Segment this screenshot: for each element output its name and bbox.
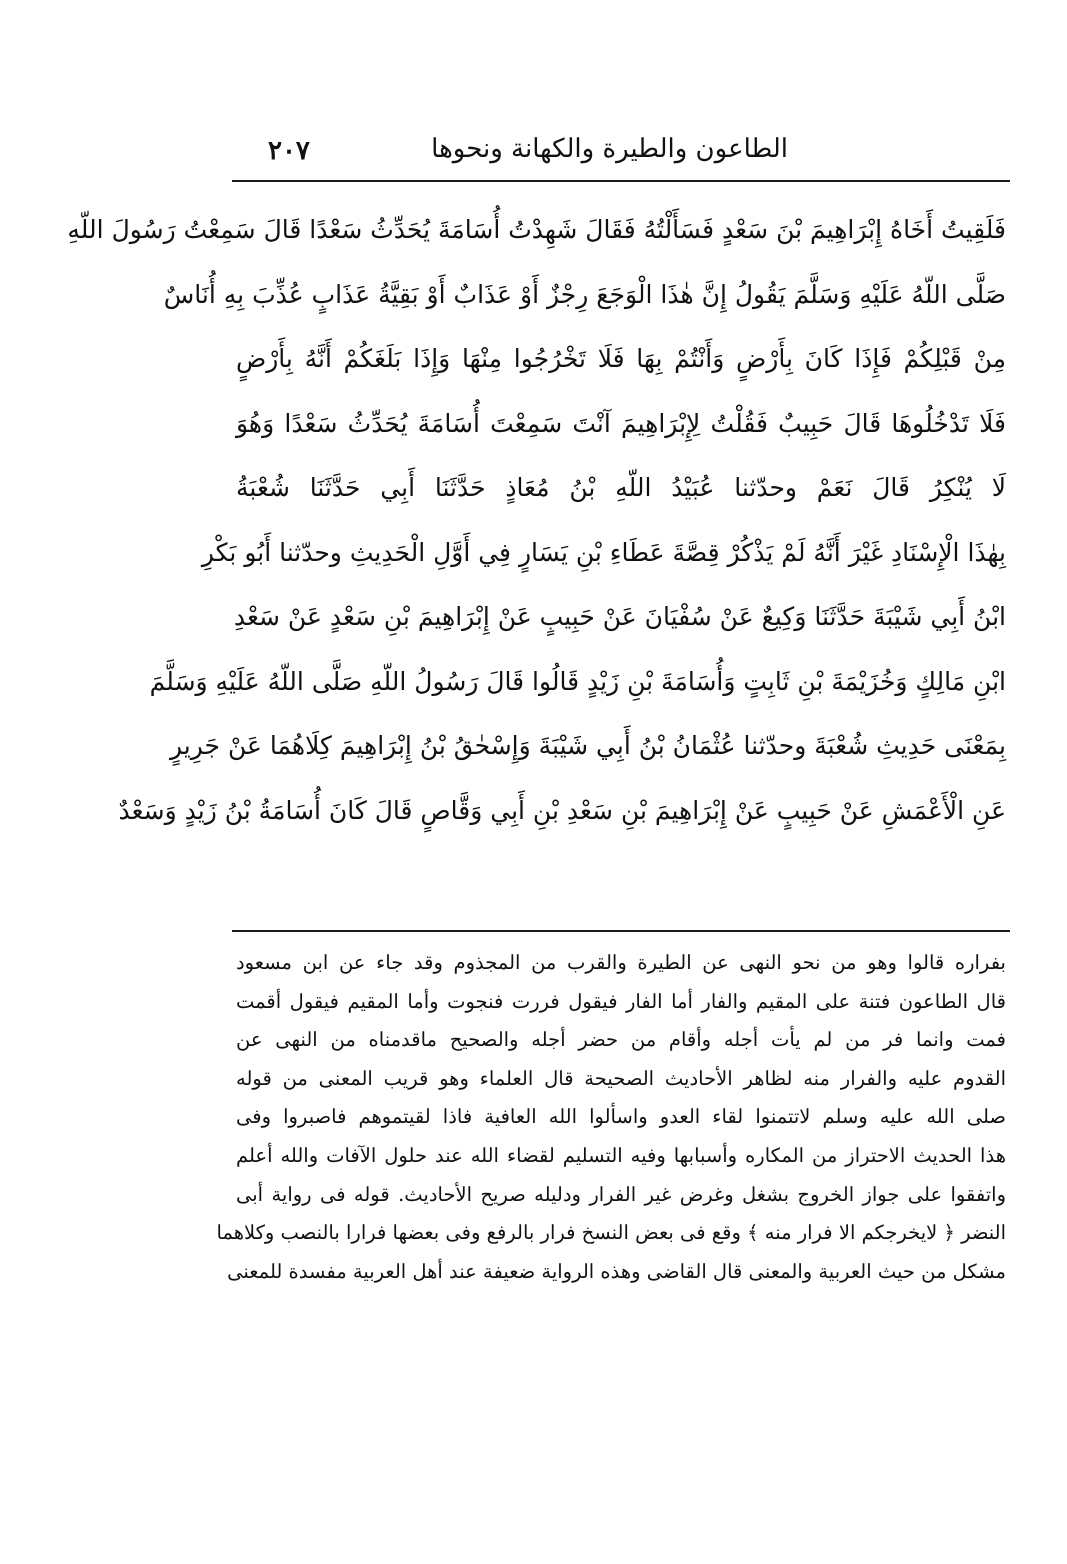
hadith-line: مِنْ قَبْلِكُمْ فَإِذَا كَانَ بِأَرْضٍ وَأَنْتُمْ بِهَا فَلَا تَخْرُجُوا مِنْهَا وَإِذَا بَلَغَكُمْ أَنَّهُ بِأَرْضٍ	[236, 344, 1006, 373]
commentary-line: بفراره قالوا وهو من نحو النهى عن الطيرة والقرب من المجذوم وقد جاء عن ابن مسعود	[236, 951, 1006, 974]
hadith-line: فَلَا تَدْخُلُوهَا قَالَ حَبِيبٌ فَقُلْتُ لِإِبْرَاهِيمَ آنْتَ سَمِعْتَ أُسَامَةَ يُحَدِّثُ سَعْدًا وَهُوَ	[236, 408, 1006, 438]
hadith-line: ابْنُ أَبِي شَيْبَةَ حَدَّثَنَا وَكِيعٌ عَنْ سُفْيَانَ عَنْ حَبِيبٍ عَنْ إِبْرَاهِيمَ بْنِ سَعْدٍ عَنْ سَعْدِ	[233, 602, 1006, 631]
hadith-line: عَنِ الْأَعْمَشِ عَنْ حَبِيبٍ عَنْ إِبْرَاهِيمَ بْنِ سَعْدِ بْنِ أَبِي وَقَّاصٍ قَالَ كَانَ أُسَامَةُ بْنُ زَيْدٍ وَسَعْدٌ	[118, 795, 1006, 825]
hadith-line: فَلَقِيتُ أَخَاهُ إِبْرَاهِيمَ بْنَ سَعْدٍ فَسَأَلْتُهُ فَقَالَ شَهِدْتُ أُسَامَةَ يُحَدِّثُ سَعْدًا قَالَ سَمِعْتُ رَسُولَ اللّهِ	[67, 215, 1006, 244]
commentary-text-block	[216, 944, 1006, 1291]
commentary-divider-rule	[232, 930, 1010, 932]
commentary-line: فمت وانما فر من لم يأت أجله وأقام من حضر أجله والصحيح ماقدمناه من النهى عن	[236, 1028, 1006, 1052]
chapter-title: الطاعون والطيرة والكهانة ونحوها	[431, 134, 788, 164]
commentary-line: مشكل من حيث العربية والمعنى قال القاضى وهذه الرواية ضعيفة عند أهل العربية مفسدة للمعنى	[227, 1259, 1006, 1283]
hadith-text-block	[67, 198, 1006, 843]
hadith-line: لَا يُنْكِرُ قَالَ نَعَمْ وحدّثنا عُبَيْدُ اللّهِ بْنُ مُعَاذٍ حَدَّثَنَا أَبِي حَدَّثَنَا شُعْبَةُ	[236, 473, 1006, 502]
hadith-line: ابْنِ مَالِكٍ وَخُزَيْمَةَ بْنِ ثَابِتٍ وَأُسَامَةَ بْنِ زَيْدٍ قَالُوا قَالَ رَسُولُ اللّهِ صَلَّى اللّهُ عَلَيْهِ وَسَلَّمَ	[149, 666, 1006, 696]
hadith-line: بِمَعْنَى حَدِيثِ شُعْبَةَ وحدّثنا عُثْمَانُ بْنُ أَبِي شَيْبَةَ وَإِسْحٰقُ بْنُ إِبْرَاهِيمَ كِلَاهُمَا عَنْ جَرِيرٍ	[170, 731, 1006, 760]
hadith-line: صَلَّى اللّهُ عَلَيْهِ وَسَلَّمَ يَقُولُ إِنَّ هٰذَا الْوَجَعَ رِجْزٌ أَوْ عَذَابٌ أَوْ بَقِيَّةُ عَذَابٍ عُذِّبَ بِهِ أُنَاسٌ	[163, 279, 1006, 309]
commentary-line: هذا الحديث الاحتراز من المكاره وأسبابها وفيه التسليم لقضاء الله عند حلول الآفات والله أعلم	[236, 1143, 1006, 1167]
commentary-line: صلى الله عليه وسلم لاتتمنوا لقاء العدو واسألوا الله العافية فاذا لقيتموهم فاصبروا وفى	[236, 1105, 1006, 1129]
commentary-line: القدوم عليه والفرار منه لظاهر الأحاديث الصحيحة قال العلماء وهو قريب المعنى من قوله	[236, 1066, 1006, 1090]
hadith-line: بِهٰذَا الْإِسْنَادِ غَيْرَ أَنَّهُ لَمْ يَذْكُرْ قِصَّةَ عَطَاءِ بْنِ يَسَارٍ فِي أَوَّلِ الْحَدِيثِ وحدّثنا أَبُو بَكْرِ	[201, 537, 1006, 567]
commentary-line: واتفقوا على جواز الخروج بشغل وغرض غير الفرار ودليله صريح الأحاديث. قوله فى رواية أبى	[236, 1182, 1006, 1206]
commentary-line: النضر ﴿ لايخرجكم الا فرار منه ﴾ وقع فى بعض النسخ فرار بالرفع وفى بعضها فرارا بالنصب وكلاهما	[216, 1221, 1006, 1245]
header-rule	[232, 180, 1010, 182]
page-number: ٢٠٧	[268, 136, 310, 166]
commentary-line: قال الطاعون فتنة على المقيم والفار أما الفار فيقول فررت فنجوت وأما المقيم فيقول أقمت	[236, 989, 1006, 1013]
running-header	[232, 128, 1010, 176]
